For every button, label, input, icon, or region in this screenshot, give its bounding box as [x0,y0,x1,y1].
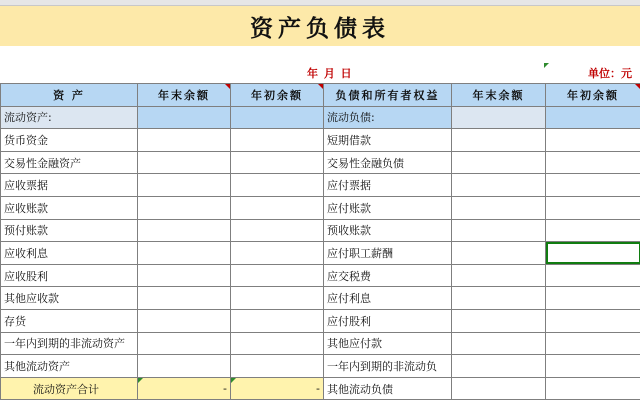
liability-begin-balance-cell[interactable] [546,219,640,242]
header-liabilities-end-balance[interactable]: 年末余额 [452,84,546,107]
liability-name-cell[interactable]: 其他流动负债 [324,377,452,400]
asset-begin-balance-cell[interactable]: - [231,377,324,400]
date-row[interactable] [0,47,640,83]
liability-end-balance-cell[interactable] [452,264,546,287]
asset-name-cell[interactable]: 其他应收款 [1,287,138,310]
liability-begin-balance-cell[interactable] [546,106,640,129]
asset-begin-balance-cell[interactable] [231,129,324,152]
asset-name-cell[interactable]: 流动资产合计 [1,377,138,400]
balance-sheet-table [0,83,640,400]
asset-end-balance-cell[interactable] [138,309,231,332]
header-assets[interactable]: 资 产 [1,84,138,107]
liability-begin-balance-cell[interactable] [546,332,640,355]
asset-end-balance-cell[interactable] [138,196,231,219]
liability-name-cell[interactable]: 一年内到期的非流动负 [324,355,452,378]
liability-begin-balance-cell[interactable] [546,242,640,265]
liability-begin-balance-cell[interactable] [546,309,640,332]
asset-end-balance-cell[interactable] [138,106,231,129]
asset-end-balance-cell[interactable] [138,242,231,265]
liability-end-balance-cell[interactable] [452,129,546,152]
asset-name-cell[interactable]: 应收票据 [1,174,138,197]
liability-name-cell[interactable]: 交易性金融负债 [324,151,452,174]
table-row [1,355,640,378]
asset-end-balance-cell[interactable] [138,287,231,310]
liability-name-cell[interactable]: 预收账款 [324,219,452,242]
liability-end-balance-cell[interactable] [452,151,546,174]
header-liabilities-begin-balance[interactable]: 年初余额 [546,84,640,107]
header-assets-begin-balance[interactable]: 年初余额 [231,84,324,107]
liability-begin-balance-cell[interactable] [546,264,640,287]
error-indicator-icon [138,378,143,383]
asset-name-cell[interactable]: 一年内到期的非流动资产 [1,332,138,355]
liability-end-balance-cell[interactable] [452,309,546,332]
asset-begin-balance-cell[interactable] [231,219,324,242]
table-row [1,196,640,219]
header-liabilities[interactable]: 负债和所有者权益 [324,84,452,107]
table-row [1,264,640,287]
asset-end-balance-cell[interactable]: - [138,377,231,400]
report-date[interactable]: 年 月 日 [307,67,353,80]
liability-begin-balance-cell[interactable] [546,196,640,219]
asset-end-balance-cell[interactable] [138,174,231,197]
liability-end-balance-cell[interactable] [452,332,546,355]
asset-begin-balance-cell[interactable] [231,309,324,332]
liability-end-balance-cell[interactable] [452,287,546,310]
asset-name-cell[interactable]: 预付账款 [1,219,138,242]
liability-begin-balance-cell[interactable] [546,377,640,400]
asset-begin-balance-cell[interactable] [231,264,324,287]
table-row [1,309,640,332]
table-row [1,377,640,400]
liability-name-cell[interactable]: 应付股利 [324,309,452,332]
liability-end-balance-cell[interactable] [452,242,546,265]
table-row [1,332,640,355]
asset-end-balance-cell[interactable] [138,264,231,287]
asset-begin-balance-cell[interactable] [231,106,324,129]
liability-name-cell[interactable]: 应付利息 [324,287,452,310]
table-row [1,174,640,197]
liability-end-balance-cell[interactable] [452,219,546,242]
liability-begin-balance-cell[interactable] [546,287,640,310]
asset-begin-balance-cell[interactable] [231,242,324,265]
unit-label[interactable]: 单位：元 [588,67,632,80]
header-row [1,84,640,107]
error-indicator-icon [231,378,236,383]
asset-name-cell[interactable]: 流动资产: [1,106,138,129]
liability-begin-balance-cell[interactable] [546,151,640,174]
sheet-title: 资产负债表 [250,15,390,42]
table-row [1,129,640,152]
asset-begin-balance-cell[interactable] [231,287,324,310]
comment-indicator-icon [318,84,323,89]
liability-name-cell[interactable]: 应付职工薪酬 [324,242,452,265]
liability-name-cell[interactable]: 短期借款 [324,129,452,152]
asset-end-balance-cell[interactable] [138,332,231,355]
comment-indicator-icon [544,63,549,68]
asset-end-balance-cell[interactable] [138,129,231,152]
liability-name-cell[interactable]: 应付票据 [324,174,452,197]
table-row [1,151,640,174]
asset-begin-balance-cell[interactable] [231,332,324,355]
liability-name-cell[interactable]: 其他应付款 [324,332,452,355]
liability-begin-balance-cell[interactable] [546,174,640,197]
liability-end-balance-cell[interactable] [452,377,546,400]
liability-end-balance-cell[interactable] [452,106,546,129]
liability-end-balance-cell[interactable] [452,355,546,378]
comment-indicator-icon [225,84,230,89]
asset-begin-balance-cell[interactable] [231,151,324,174]
asset-name-cell[interactable]: 交易性金融资产 [1,151,138,174]
asset-name-cell[interactable]: 应收利息 [1,242,138,265]
liability-end-balance-cell[interactable] [452,174,546,197]
asset-end-balance-cell[interactable] [138,355,231,378]
liability-end-balance-cell[interactable] [452,196,546,219]
liability-name-cell[interactable]: 应交税费 [324,264,452,287]
table-row [1,106,640,129]
header-assets-end-balance[interactable]: 年末余额 [138,84,231,107]
asset-begin-balance-cell[interactable] [231,355,324,378]
asset-begin-balance-cell[interactable] [231,196,324,219]
liability-begin-balance-cell[interactable] [546,355,640,378]
title-row[interactable] [0,6,640,46]
asset-begin-balance-cell[interactable] [231,174,324,197]
comment-indicator-icon [635,84,640,89]
asset-name-cell[interactable]: 其他流动资产 [1,355,138,378]
asset-name-cell[interactable]: 货币资金 [1,129,138,152]
table-row [1,242,640,265]
asset-end-balance-cell[interactable] [138,219,231,242]
asset-end-balance-cell[interactable] [138,151,231,174]
asset-name-cell[interactable]: 应收账款 [1,196,138,219]
table-row [1,219,640,242]
asset-name-cell[interactable]: 存货 [1,309,138,332]
asset-name-cell[interactable]: 应收股利 [1,264,138,287]
liability-name-cell[interactable]: 应付账款 [324,196,452,219]
liability-name-cell[interactable]: 流动负债: [324,106,452,129]
table-row [1,287,640,310]
liability-begin-balance-cell[interactable] [546,129,640,152]
